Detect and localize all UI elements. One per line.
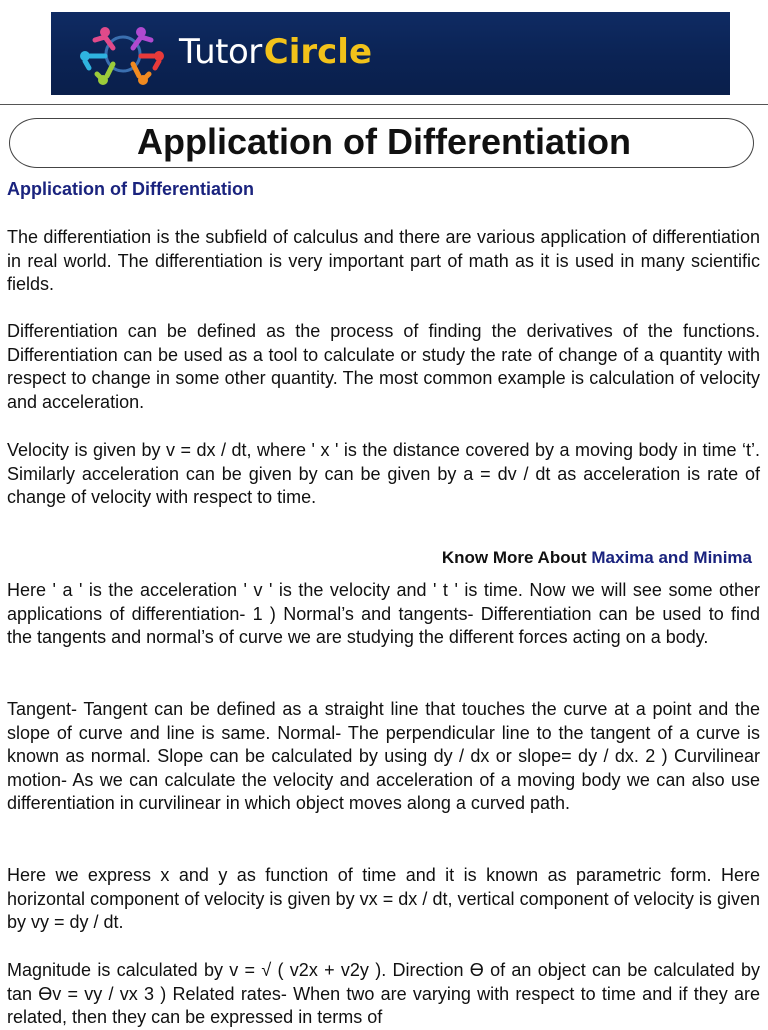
logo-text-circle: Circle	[263, 32, 373, 72]
paragraph-6: Here we express x and y as function of time and it is known as parametric form. Here horizontal component of velocity is given by vx = dx / dt, vertical component of velocity is given by vy = dy / dt.	[7, 865, 760, 933]
paragraph-4: Here ' a ' is the acceleration ' v ' is the velocity and ' t ' is time. Now we will see some other applications of differentiation- 1 ) Normal’s and tangents- Differentiation can be used to find the tangents and normal’s of curve we are studying the different forces acting on a body.	[7, 580, 760, 648]
header-banner	[51, 12, 730, 95]
paragraph-2: Differentiation can be defined as the process of finding the derivatives of the functions. Differentiation can be used as a tool to calculate or study the rate of change of a quantity with respect to change in some other quantity. The most common example is calculation of velocity and acceleration.	[7, 321, 760, 412]
know-more-line	[442, 546, 752, 570]
page-title: Application of Differentiation	[137, 121, 631, 162]
tutorcircle-logo-icon	[73, 18, 173, 90]
know-more-prefix: Know More About	[441, 548, 587, 567]
header-divider	[0, 104, 768, 105]
maxima-minima-link[interactable]: Maxima and Minima	[591, 548, 752, 567]
logo-wordmark	[179, 30, 372, 74]
logo-text-tutor: Tutor	[179, 32, 262, 72]
paragraph-5: Tangent- Tangent can be defined as a straight line that touches the curve at a point and the slope of curve and line is same. Normal- The perpendicular line to the tangent of a curve is known as normal. Slope can be calculated by using dy / dx or slope= dy / dx. 2 ) Curvilinear motion- As we can calculate the velocity and acceleration of a moving body we can also use differentiation in curvilinear in which object moves along a curved path.	[7, 699, 760, 814]
paragraph-3: Velocity is given by v = dx / dt, where ' x ' is the distance covered by a moving body in time ‘t’. Similarly acceleration can be given by can be given by a = dv / dt as acceleration is rate of change of velocity with respect to time.	[7, 440, 760, 508]
paragraph-1: The differentiation is the subfield of calculus and there are various application of differentiation in real world. The differentiation is very important part of math as it is used in many scientific fields.	[7, 227, 760, 295]
section-heading: Application of Differentiation	[7, 179, 254, 199]
paragraph-7: Magnitude is calculated by v = √ ( v2x + v2y ). Direction ϴ of an object can be calculated by tan ϴv = vy / vx 3 ) Related rates- When two are varying with respect to time and if they are related, then they can be expressed in terms of	[7, 960, 760, 1028]
